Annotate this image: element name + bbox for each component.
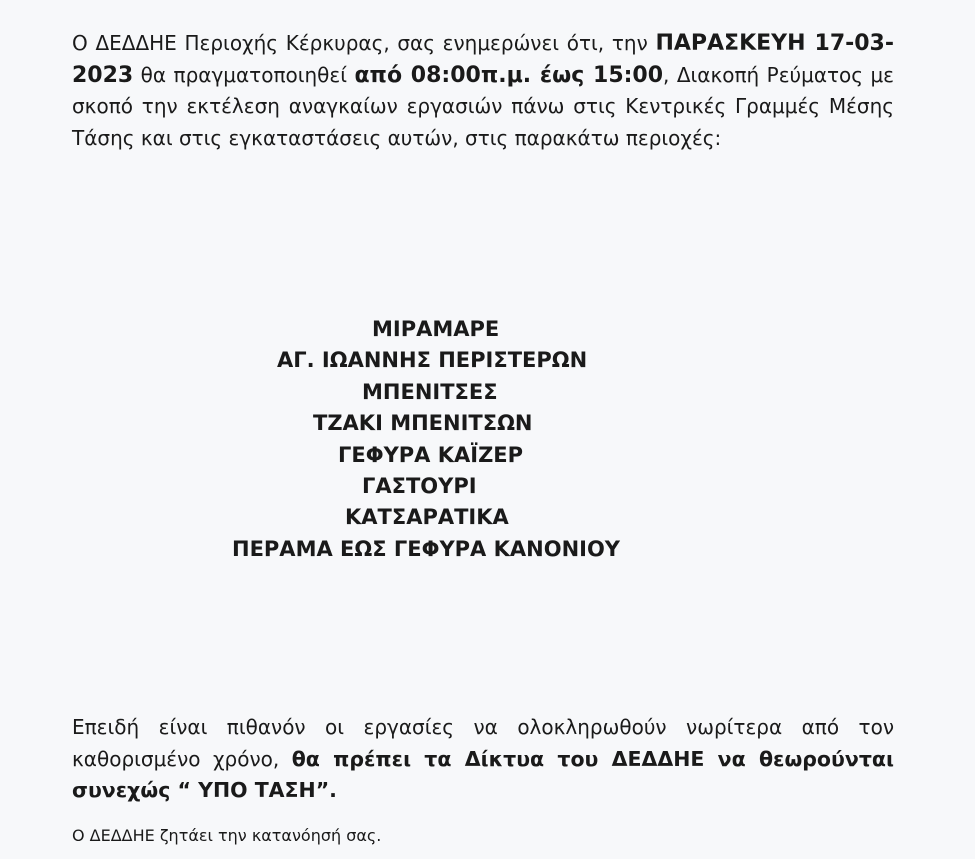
area-item: ΓΕΦΥΡΑ ΚΑΪΖΕΡ (338, 442, 524, 467)
closing-warning: θα πρέπει τα Δίκτυα του ΔΕΔΔΗΕ να θεωρούνται συνεχώς “ ΥΠΟ ΤΑΣΗ”. (72, 746, 894, 802)
outage-time: από 08:00π.μ. έως 15:00 (354, 62, 664, 88)
area-item: ΜΙΡΑΜΑΡΕ (372, 317, 500, 341)
area-item: ΑΓ. ΙΩΑΝΝΗΣ ΠΕΡΙΣΤΕΡΩΝ (277, 348, 588, 373)
affected-areas-list (0, 314, 975, 565)
footer-text: Ο ΔΕΔΔΗΕ ζητάει την κατανόησή σας. (72, 826, 382, 845)
area-item: ΠΕΡΑΜΑ ΕΩΣ ΓΕΦΥΡΑ ΚΑΝΟΝΙΟΥ (232, 536, 621, 561)
intro-paragraph (72, 28, 894, 154)
intro-text-1: Ο ΔΕΔΔΗΕ Περιοχής Κέρκυρας, σας ενημερώνει ότι, την (72, 31, 656, 55)
outage-date: ΠΑΡΑΣΚΕΥΗ 17-03-2023 (72, 31, 894, 88)
intro-text-3: , Διακοπή Ρεύματος με σκοπό την εκτέλεση αναγκαίων εργασιών πάνω στις Κεντρικές Γραμμές Μέσης Τάσης και στις εγκαταστάσεις αυτών, στις παρακάτω περιοχές: (72, 62, 894, 150)
area-item: ΓΑΣΤΟΥΡΙ (362, 474, 477, 499)
closing-paragraph (72, 712, 894, 807)
area-item: ΜΠΕΝΙΤΣΕΣ (362, 379, 498, 404)
area-item: ΚΑΤΣΑΡΑΤΙΚΑ (345, 505, 509, 530)
closing-text: Επειδή είναι πιθανόν οι εργασίες να ολοκληρωθούν νωρίτερα από τον καθορισμένο χρόνο, (72, 715, 894, 771)
intro-text-2: θα πραγματοποιηθεί (133, 62, 355, 87)
area-item: ΤΖΑΚΙ ΜΠΕΝΙΤΣΩΝ (313, 411, 533, 436)
